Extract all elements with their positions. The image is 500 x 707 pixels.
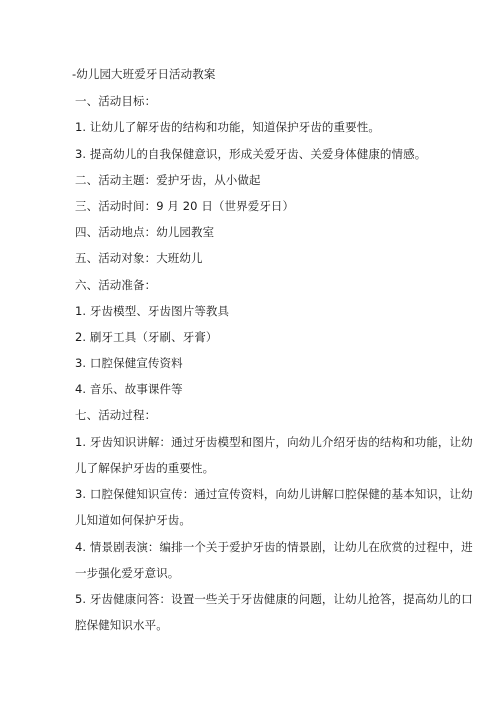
process-item-1-line-2: 儿了解保护牙齿的重要性。 — [75, 461, 215, 475]
process-item-5-line-1: 5. 牙齿健康问答：设置一些关于牙齿健康的问题，让幼儿抢答，提高幼儿的口 — [75, 592, 473, 606]
section-heading-theme: 二、活动主题：爱护牙齿，从小做起 — [75, 173, 261, 187]
process-item-4-line-1: 4. 情景剧表演：编排一个关于爱护牙齿的情景剧，让幼儿在欣赏的过程中，进 — [75, 540, 473, 554]
goal-item-1: 1. 让幼儿了解牙齿的结构和功能，知道保护牙齿的重要性。 — [75, 120, 380, 134]
section-heading-time: 三、活动时间：9 月 20 日（世界爱牙日） — [75, 199, 295, 213]
preparation-item-1: 1. 牙齿模型、牙齿图片等教具 — [75, 304, 230, 318]
section-heading-audience: 五、活动对象：大班幼儿 — [75, 251, 203, 265]
preparation-item-2: 2. 刷牙工具（牙刷、牙膏） — [75, 330, 218, 344]
goal-item-3: 3. 提高幼儿的自我保健意识，形成关爱牙齿、关爱身体健康的情感。 — [75, 147, 427, 161]
preparation-item-3: 3. 口腔保健宣传资料 — [75, 356, 183, 370]
section-heading-process: 七、活动过程： — [75, 408, 157, 422]
process-item-3-line-1: 3. 口腔保健知识宣传：通过宣传资料，向幼儿讲解口腔保健的基本知识，让幼 — [75, 487, 473, 501]
section-heading-goals: 一、活动目标： — [75, 94, 157, 108]
preparation-item-4: 4. 音乐、故事课件等 — [75, 382, 183, 396]
process-item-4-line-2: 一步强化爱牙意识。 — [75, 566, 180, 580]
process-item-3-line-2: 儿知道如何保护牙齿。 — [75, 513, 191, 527]
section-heading-preparation: 六、活动准备： — [75, 278, 157, 292]
process-item-1-line-1: 1. 牙齿知识讲解：通过牙齿模型和图片，向幼儿介绍牙齿的结构和功能，让幼 — [75, 435, 473, 449]
process-item-5-line-2: 腔保健知识水平。 — [75, 618, 168, 632]
section-heading-location: 四、活动地点：幼儿园教室 — [75, 225, 215, 239]
document-title: -幼儿园大班爱牙日活动教案 — [72, 67, 216, 81]
